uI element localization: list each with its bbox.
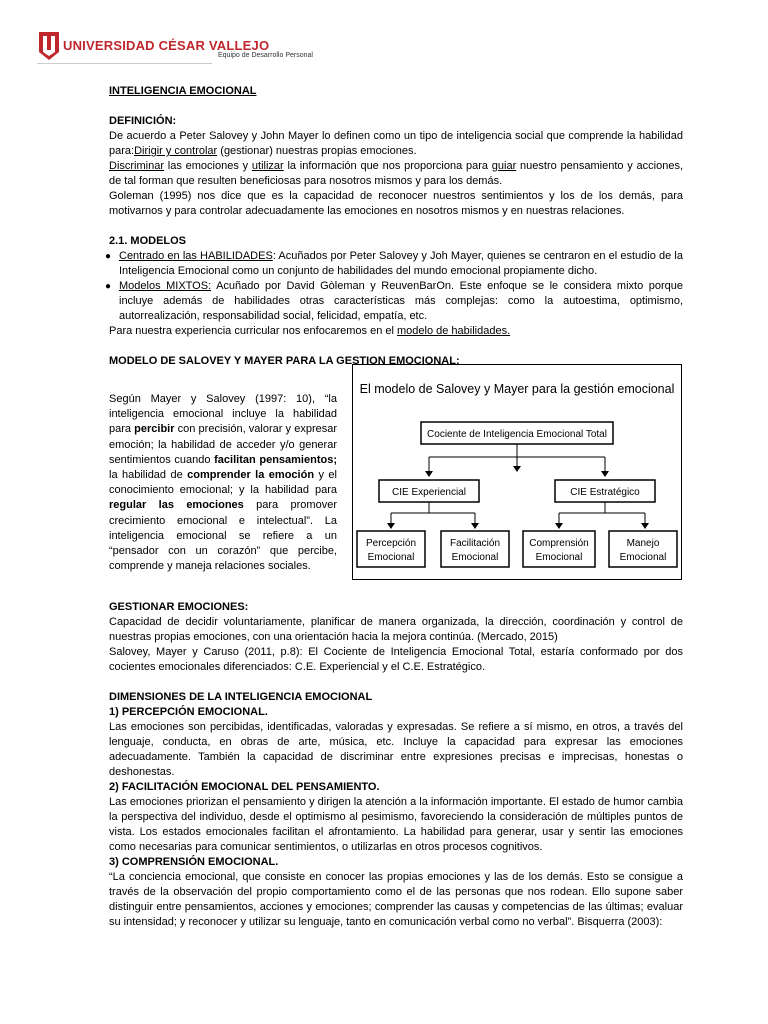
bullet-icon: ● xyxy=(105,281,112,292)
leaf-label: Emocional xyxy=(451,552,499,563)
right-label: CIE Estratégico xyxy=(570,487,640,498)
leaf-label: Manejo xyxy=(626,538,660,549)
dimension-3-text: “La conciencia emocional, que consiste en conocer las propias emociones y las de los demás. Esto se consigue a través de la observación del propio comportamiento como el de las personas que nos rodean. Ello supone saber distinguir entre pensamientos, acciones y emociones; comprender las causas y competencias de las últimas; evaluar su intensidad; y reconocer y utilizar su lenguaje, tanto en comunicación verbal como no verbal”. Bisquerra (2003): xyxy=(109,871,683,928)
leaf-label: Emocional xyxy=(619,552,667,563)
leaf-label: Facilitación xyxy=(449,538,501,549)
leaf-label: Percepción xyxy=(365,538,417,549)
modelos-heading: 2.1. MODELOS xyxy=(109,235,187,247)
dimension-3-heading: 3) COMPRENSIÓN EMOCIONAL. xyxy=(109,856,279,868)
leaf-label: Emocional xyxy=(367,552,415,563)
definicion-paragraph-1: De acuerdo a Peter Salovey y John Mayer lo definen como un tipo de inteligencia social que comprende la habilidad para:Dirigir y controlar (gestionar) nuestras propias emociones. xyxy=(109,130,683,157)
modelos-closing: Para nuestra experiencia curricular nos enfocaremos en el modelo de habilidades. xyxy=(109,325,511,337)
root-label: Cociente de Inteligencia Emocional Total xyxy=(427,429,607,440)
dimension-1-heading: 1) PERCEPCIÓN EMOCIONAL. xyxy=(109,706,268,718)
dimension-2-heading: 2) FACILITACIÓN EMOCIONAL DEL PENSAMIENTO. xyxy=(109,781,380,793)
salovey-quote: Según Mayer y Salovey (1997: 10), “la inteligencia emocional incluye la habilidad para percibir con precisión, valorar y expresar emoción; la habilidad de acceder y/o generar sentimientos cuando facilitan pensamientos; la habilidad de comprender la emoción y el conocimiento emocional; y la habilidad para regular las emociones para promover crecimiento emocional e intelectual”. La inteligencia emocional se refiere a un “pensador con un corazón” que percibe, comprende y maneja relaciones sociales. xyxy=(109,393,338,573)
page-title: INTELIGENCIA EMOCIONAL xyxy=(109,85,257,97)
leaf-label: Emocional xyxy=(535,552,583,563)
dimension-1-text: Las emociones son percibidas, identificadas, valoradas y expresadas. Se refiere a sí mismo, en otros, a través del lenguaje, conducta, en obras de arte, música, etc. Incluye la capacidad para expresar las emociones adecuadamente. También la capacidad de discriminar entre expresiones precisas e imprecisas, honestas o deshonestas. xyxy=(109,721,683,778)
list-item: ● Centrado en las HABILIDADES: Acuñados por Peter Salovey y Joh Mayer, quienes se centraron en el estudio de la Inteligencia Emocional como un conjunto de habilidades del mundo emocional propiamente dicho. xyxy=(105,250,683,277)
definicion-paragraph-2: Discriminar las emociones y utilizar la información que nos proporciona para guiar nuestro pensamiento y acciones, de tal forman que resulten beneficiosas para nosotros mismos y para los demás. xyxy=(109,160,684,187)
salovey-section xyxy=(109,376,683,600)
dimensiones-heading: DIMENSIONES DE LA INTELIGENCIA EMOCIONAL xyxy=(109,691,373,703)
gestionar-heading: GESTIONAR EMOCIONES: xyxy=(109,601,249,613)
header-subtitle: Equipo de Desarrollo Personal xyxy=(218,52,313,59)
definicion-heading: DEFINICIÓN: xyxy=(109,115,177,127)
gestionar-paragraph-1: Capacidad de decidir voluntariamente, planificar de manera organizada, la dirección, coordinación y control de nuestras propias emociones, con una orientación hacia la mejora continúa. (Mercado, 2015) xyxy=(109,616,683,643)
left-label: CIE Experiencial xyxy=(392,487,466,498)
bullet-icon: ● xyxy=(105,251,112,262)
leaf-label: Comprensión xyxy=(529,538,589,549)
salovey-model-diagram xyxy=(352,364,682,580)
diagram-title: El modelo de Salovey y Mayer para la gestión emocional xyxy=(359,382,675,396)
ucv-emblem-icon xyxy=(37,30,61,62)
header-rule xyxy=(37,63,212,64)
logo-text: UNIVERSIDAD CÉSAR VALLEJO xyxy=(63,38,270,53)
list-item: ● Modelos MIXTOS: Acuñado por David Gòleman y ReuvenBarOn. Este enfoque se le considera mixto porque incluye además de habilidades otras características más complejas: como la autoestima, optimismo, autorrealización, responsabilidad social, felicidad, empatía, etc. xyxy=(105,280,683,322)
dimension-2-text: Las emociones priorizan el pensamiento y dirigen la atención a la información importante. El estado de humor cambia la perspectiva del individuo, desde el optimismo al pesimismo, favoreciendo la consideración de múltiples puntos de vista. Los estados emocionales facilitan el afrontamiento. La habilidad para generar, usar y sentir las emociones como necesarias para comunicar sentimientos, o utilizarlas en otros procesos cognitivos. xyxy=(109,796,683,853)
gestionar-paragraph-2: Salovey, Mayer y Caruso (2011, p.8): El Cociente de Inteligencia Emocional Total, estaría conformado por dos cocientes emocionales diferenciados: C.E. Experiencial y el C.E. Estratégico. xyxy=(109,646,683,673)
definicion-paragraph-3: Goleman (1995) nos dice que es la capacidad de reconocer nuestros sentimientos y los de los demás, para motivarnos y para controlar adecuadamente las emociones en nosotros mismos y en nuestras relaciones. xyxy=(109,190,683,217)
salovey-heading: MODELO DE SALOVEY Y MAYER PARA LA GESTION EMOCIONAL: xyxy=(109,355,460,367)
document-body xyxy=(105,84,684,930)
